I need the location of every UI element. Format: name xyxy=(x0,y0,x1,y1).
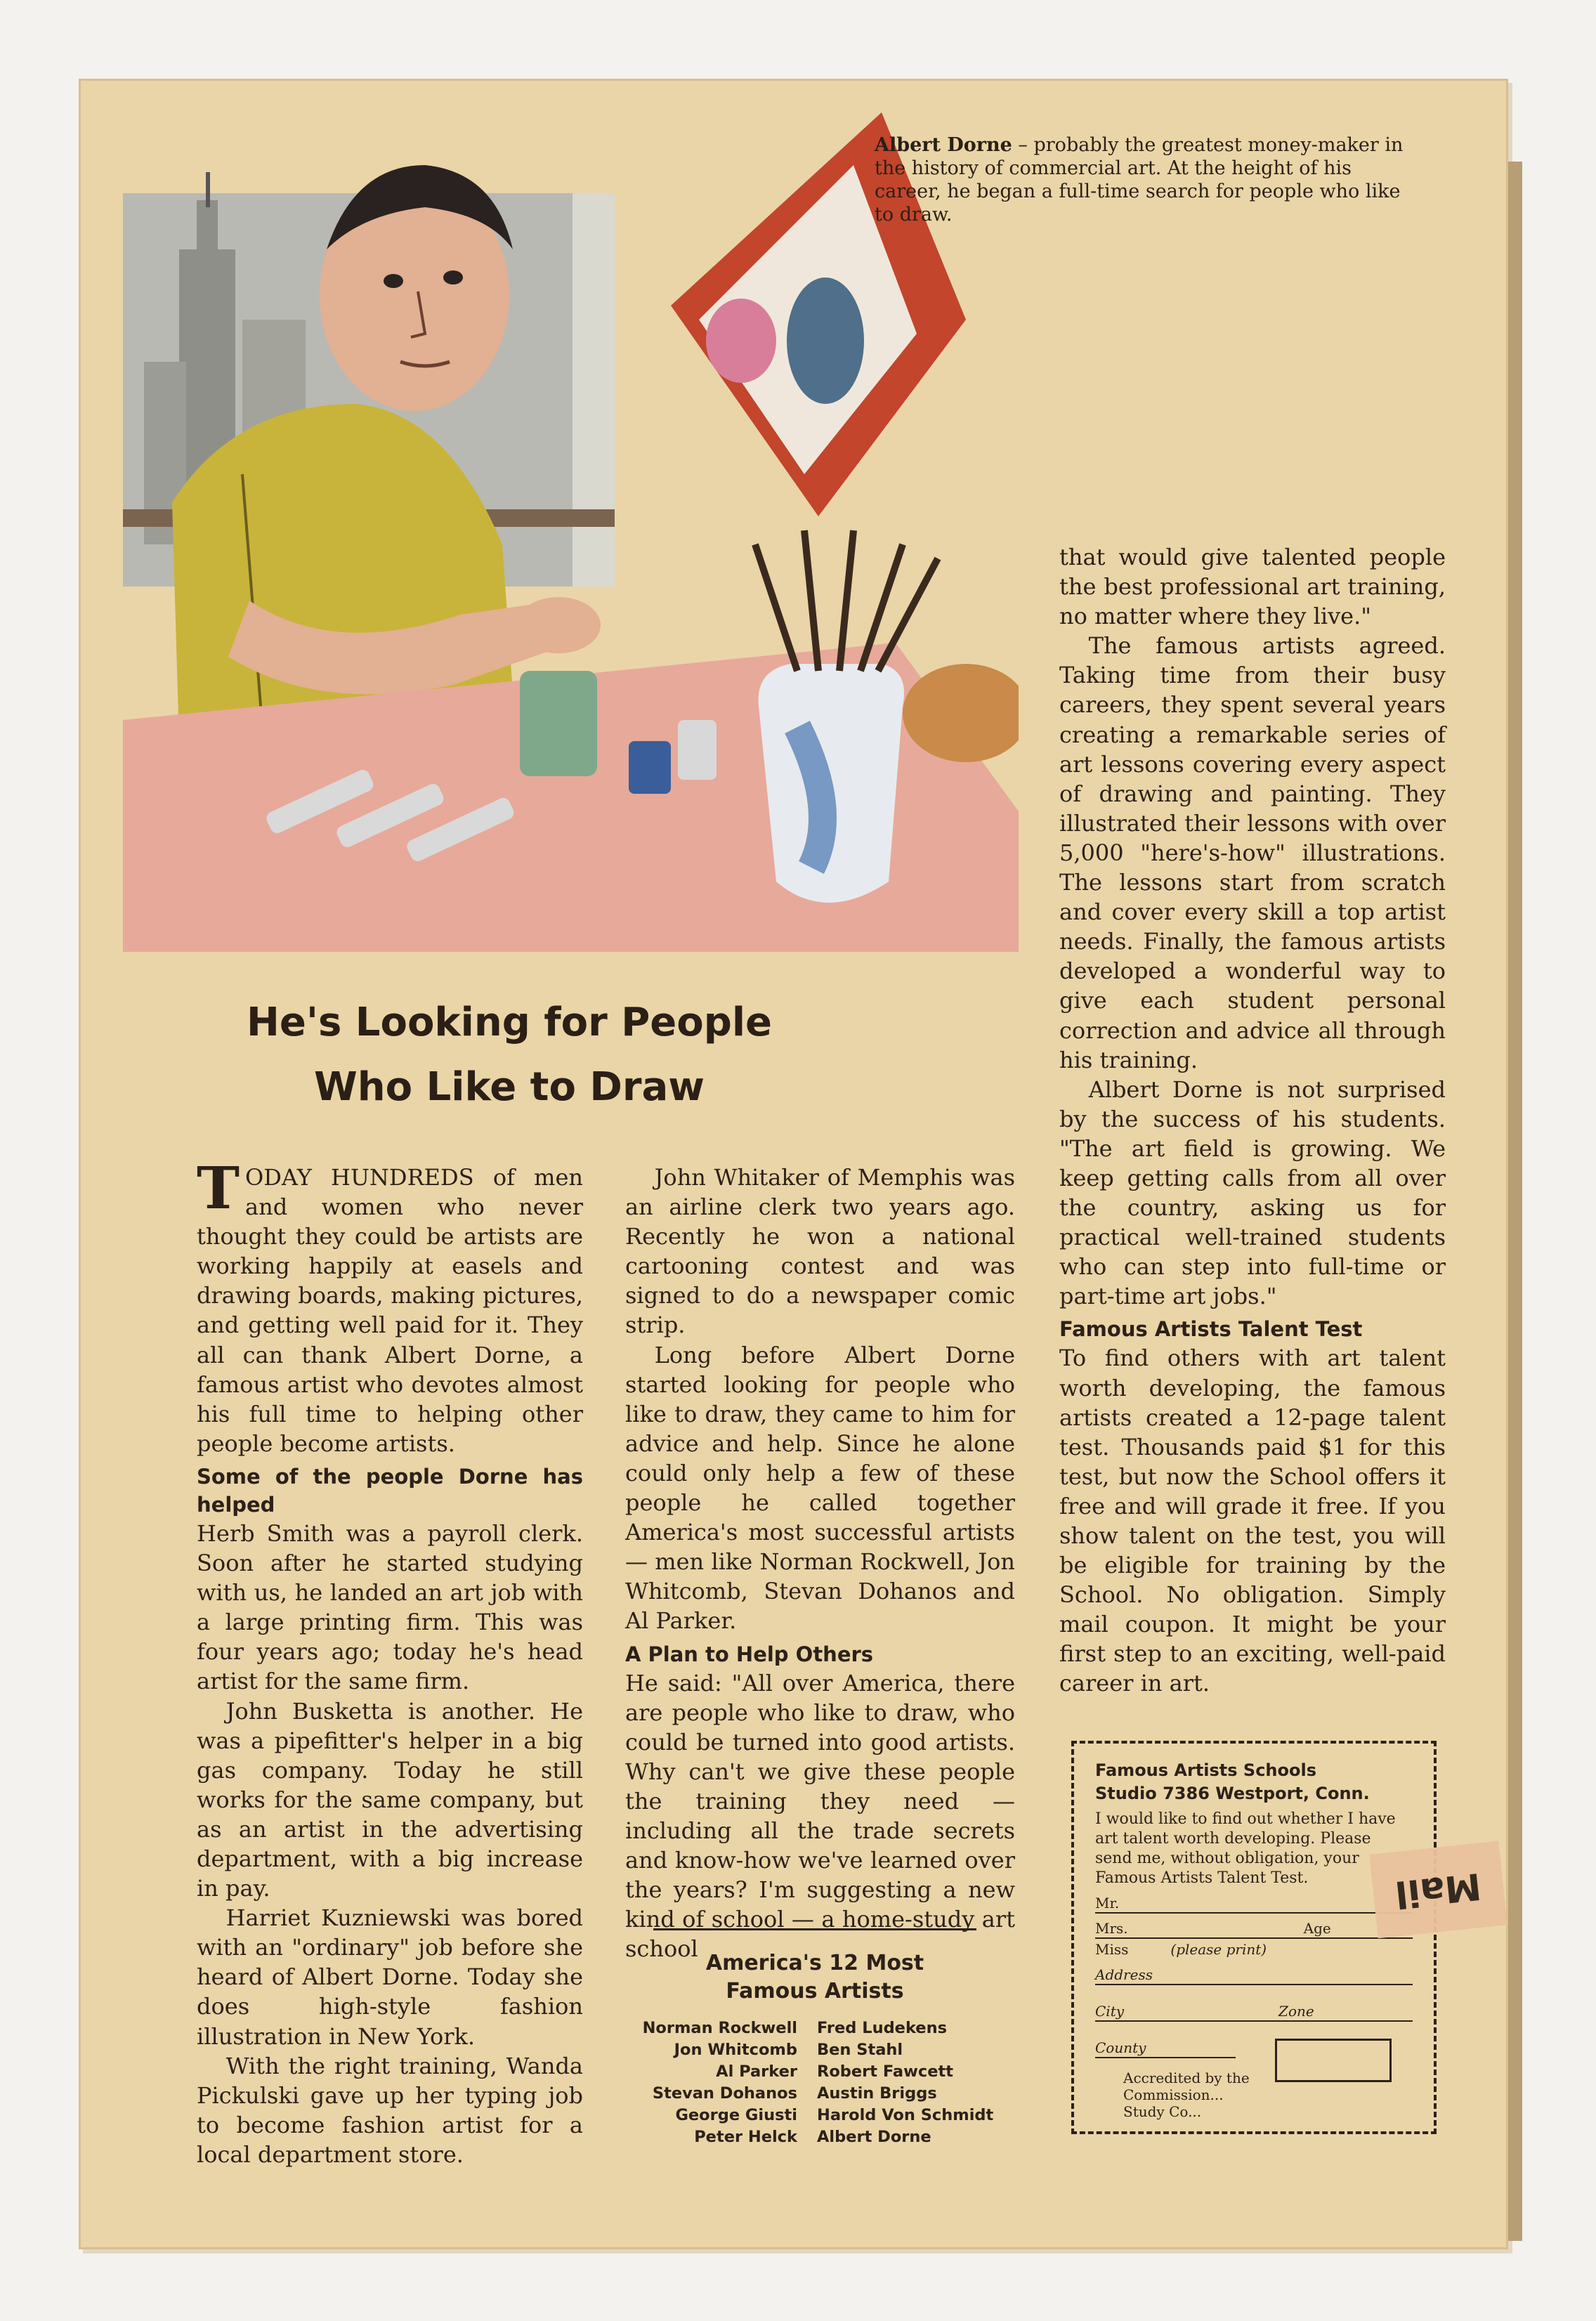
famous-title-line-2: Famous Artists xyxy=(726,1979,904,2003)
paragraph: He said: "All over America, there are people who like to draw, who could be turned into good artists. Why can't we give these people the training they need — including all the trade secrets and know-how we've learned over the years? I'm suggesting a new kind of school — a home-study art school xyxy=(625,1669,1015,1963)
paragraph: Albert Dorne is not surprised by the success of his students. "The art field is growing. We keep getting calls from all over the country, asking us for practical well-trained students who can step into full-time or part-time art jobs." xyxy=(1059,1075,1446,1310)
paragraph: The famous artists agreed. Taking time from their busy careers, they spent several years creating a remarkable series of art lessons covering every aspect of drawing and painting. They illustrated their lessons with over 5,000 "here's-how" illustrations. The lessons start from scratch and cover every skill a top artist needs. Finally, the famous artists developed a wonderful way to give each student personal correction and advice all through his training. xyxy=(1059,632,1446,1073)
famous-artists-title xyxy=(618,1949,1012,2006)
section-heading-plan: A Plan to Help Others xyxy=(625,1642,874,1666)
intro-paragraph xyxy=(197,1155,584,1458)
tape-text: Mail xyxy=(1393,1864,1484,1916)
name-field[interactable] xyxy=(1095,1892,1413,1914)
age-label: Age xyxy=(1303,1920,1331,1937)
paragraph: John Busketta is another. He was a pipefitter's helper in a big gas company. Today he still works for the same company, but as an artist in the advertising department, with a big increase in pay. xyxy=(197,1697,583,1902)
paragraph: John Whitaker of Memphis was an airline clerk two years ago. Recently he won a national cartooning contest and was signed to do a newspaper comic strip. xyxy=(625,1164,1015,1339)
county-label: County xyxy=(1095,2039,1146,2056)
mr-label: Mr. xyxy=(1095,1895,1120,1911)
section-heading-talent-test: Famous Artists Talent Test xyxy=(1059,1317,1363,1342)
artist-name: Albert Dorne xyxy=(817,2128,931,2146)
famous-artists-list xyxy=(615,2018,1036,2148)
caption-text: – probably the greatest money-maker in the history of commercial art. At the height of his career, he began a full-time search for people who like to draw. xyxy=(875,134,1404,225)
tape-mail-label xyxy=(1369,1841,1507,1939)
paragraph: that would give talented people the best professional art training, no matter where they live." xyxy=(1059,544,1446,630)
divider xyxy=(653,1928,976,1930)
city-label: City xyxy=(1095,2003,1125,2020)
miss-label: Miss xyxy=(1095,1941,1129,1958)
lead-small-caps: ODAY HUNDREDS xyxy=(245,1164,474,1191)
artist-name: George Giusti xyxy=(675,2106,797,2124)
paragraph: With the right training, Wanda Pickulski gave up her typing job to become fashion artist for a local department store. xyxy=(197,2052,583,2168)
article-column-3 xyxy=(1059,542,1446,1699)
caption-name: Albert Dorne xyxy=(875,134,1012,156)
intro-text: of men and women who never thought they could be artists are working happily at easels and drawing boards, making pictures, and getting well paid for it. They all can thank Albert Dorne, a famous artist who devotes almost his full time to helping other people become artists. xyxy=(197,1164,584,1457)
artist-name: Norman Rockwell xyxy=(642,2019,797,2037)
coupon-studio: Studio 7386 Westport, Conn. xyxy=(1095,1784,1370,1803)
coupon-body: I would like to find out whether I have art talent worth developing. Please send me, without obligation, your Famous Artists Talent Test. xyxy=(1095,1810,1396,1887)
artist-name: Jon Whitcomb xyxy=(674,2041,797,2059)
section-heading-helped: Some of the people Dorne has helped xyxy=(197,1464,583,1517)
mrs-label: Mrs. xyxy=(1095,1920,1128,1937)
zone-label: Zone xyxy=(1278,2003,1314,2020)
address-label: Address xyxy=(1095,1966,1153,1983)
state-boxes[interactable] xyxy=(1275,2039,1392,2082)
print-note: (please print) xyxy=(1170,1941,1267,1958)
page-edge xyxy=(1508,162,1522,2241)
artist-name: Robert Fawcett xyxy=(817,2062,953,2081)
miss-row xyxy=(1095,1939,1413,1960)
article-column-2 xyxy=(625,1163,1015,1963)
paragraph: Harriet Kuzniewski was bored with an "ordinary" job before she heard of Albert Dorne. Today she does high-style fashion illustration in New York. xyxy=(197,1904,583,2050)
artist-name: Al Parker xyxy=(716,2062,797,2081)
drop-cap: T xyxy=(197,1155,240,1222)
artist-name: Peter Helck xyxy=(694,2128,797,2146)
city-field[interactable] xyxy=(1095,2001,1413,2022)
artist-name: Stevan Dohanos xyxy=(652,2084,797,2103)
paragraph: To find others with art talent worth developing, the famous artists created a 12-page talent test. Thousands paid $1 for this test, but now the School offers it free and will grade it free. If you show talent on the test, you will be eligible for training by the School. No obligation. Simply mail coupon. It might be your first step to an exciting, well-paid career in art. xyxy=(1059,1345,1446,1697)
artist-name: Ben Stahl xyxy=(817,2041,903,2059)
county-field[interactable] xyxy=(1095,2037,1236,2058)
name-field-mrs[interactable] xyxy=(1095,1918,1413,1939)
coupon-footer: Accredited by the Commission... Study Co... xyxy=(1123,2070,1250,2120)
artist-name: Harold Von Schmidt xyxy=(817,2106,994,2124)
artist-name: Fred Ludekens xyxy=(817,2019,947,2037)
article-column-1 xyxy=(197,1155,584,2169)
paragraph: Herb Smith was a payroll clerk. Soon after he started studying with us, he landed an art job with a large printing firm. This was four years ago; today he's head artist for the same firm. xyxy=(197,1519,583,1695)
paragraph: Long before Albert Dorne started looking for people who like to draw, they came to him for advice and help. Since he alone could only help a few of these people he called together America's most successful artists — men like Norman Rockwell, Jon Whitcomb, Stevan Dohanos and Al Parker. xyxy=(625,1341,1015,1635)
illustration-caption xyxy=(875,133,1408,226)
famous-title-line-1: America's 12 Most xyxy=(705,1951,924,1975)
artist-name: Austin Briggs xyxy=(817,2084,937,2103)
headline-line-1: He's Looking for People xyxy=(246,1000,773,1045)
coupon-title: Famous Artists Schools xyxy=(1095,1760,1316,1780)
address-field[interactable] xyxy=(1095,1964,1413,1985)
headline xyxy=(105,990,913,1120)
headline-line-2: Who Like to Draw xyxy=(313,1064,705,1110)
artist-illustration xyxy=(123,109,1019,952)
